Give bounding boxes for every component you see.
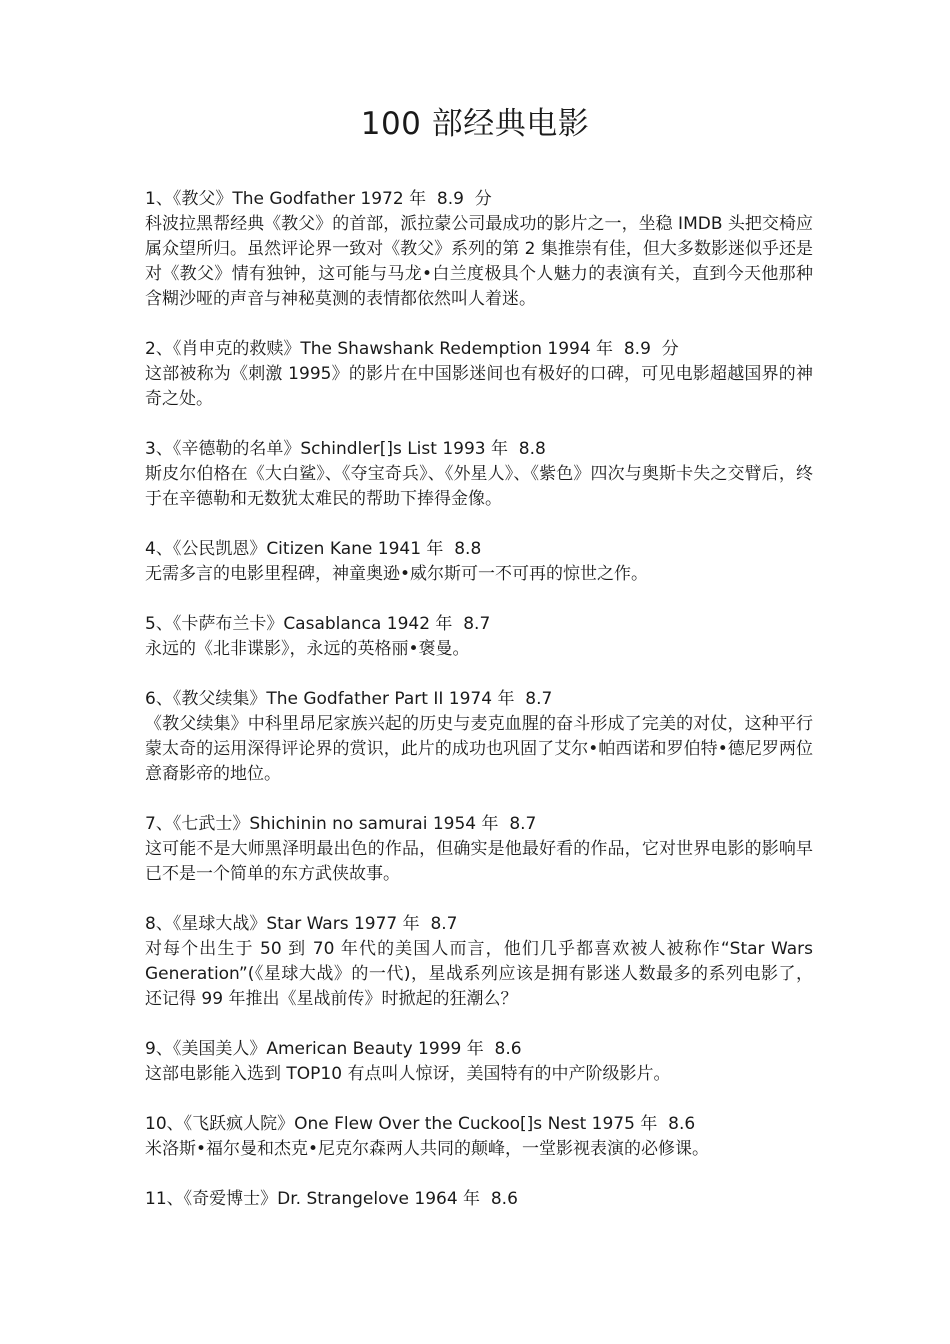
movie-heading: 10、《飞跃疯人院》One Flew Over the Cuckoo[]s Nest 1975 年 8.6 (145, 1114, 696, 1134)
movie-heading: 7、《七武士》Shichinin no samurai 1954 年 8.7 (145, 814, 537, 834)
list-item (145, 612, 813, 662)
movie-description: 这部被称为《刺激 1995》的影片在中国影迷间也有极好的口碑，可见电影超越国界的神奇之处。 (145, 364, 813, 409)
movie-description: 科波拉黑帮经典《教父》的首部，派拉蒙公司最成功的影片之一，坐稳 IMDB 头把交椅应属众望所归。虽然评论界一致对《教父》系列的第 2 集推崇有佳，但大多数影迷似乎还是对《教父》情有独钟，这可能与马龙•白兰度极具个人魅力的表演有关，直到今天他那种含糊沙哑的声音与神秘莫测的表情都依然叫人着迷。 (145, 214, 813, 309)
movie-description: 无需多言的电影里程碑，神童奥逊•威尔斯可一不可再的惊世之作。 (145, 564, 649, 584)
movie-description: 这可能不是大师黑泽明最出色的作品，但确实是他最好看的作品，它对世界电影的影响早已不是一个简单的东方武侠故事。 (145, 839, 813, 884)
movie-heading: 6、《教父续集》The Godfather Part II 1974 年 8.7 (145, 689, 553, 709)
list-item (145, 687, 813, 787)
movie-heading: 2、《肖申克的救赎》The Shawshank Redemption 1994 年 8.9 分 (145, 339, 679, 359)
movie-heading: 3、《辛德勒的名单》Schindler[]s List 1993 年 8.8 (145, 439, 546, 459)
list-item (145, 187, 813, 312)
movie-description: 永远的《北非谍影》，永远的英格丽•褒曼。 (145, 639, 470, 659)
movie-heading: 5、《卡萨布兰卡》Casablanca 1942 年 8.7 (145, 614, 491, 634)
list-item (145, 1037, 813, 1087)
movie-description: 斯皮尔伯格在《大白鲨》、《夺宝奇兵》、《外星人》、《紫色》四次与奥斯卡失之交臂后，终于在辛德勒和无数犹太难民的帮助下捧得金像。 (145, 464, 813, 509)
movie-heading: 1、《教父》The Godfather 1972 年 8.9 分 (145, 189, 492, 209)
movie-heading: 8、《星球大战》Star Wars 1977 年 8.7 (145, 914, 458, 934)
movie-description: 米洛斯•福尔曼和杰克•尼克尔森两人共同的颠峰，一堂影视表演的必修课。 (145, 1139, 710, 1159)
list-item (145, 812, 813, 887)
list-item (145, 337, 813, 412)
movie-heading: 9、《美国美人》American Beauty 1999 年 8.6 (145, 1039, 522, 1059)
movie-list (145, 187, 819, 1237)
list-item (145, 537, 813, 587)
movie-heading: 4、《公民凯恩》Citizen Kane 1941 年 8.8 (145, 539, 482, 559)
list-item (145, 912, 819, 1012)
movie-description: 这部电影能入选到 TOP10 有点叫人惊讶，美国特有的中产阶级影片。 (145, 1064, 671, 1084)
movie-heading: 11、《奇爱博士》Dr. Strangelove 1964 年 8.6 (145, 1189, 518, 1209)
page-title: 100 部经典电影 (360, 106, 590, 142)
list-item (145, 1112, 813, 1162)
list-item (145, 437, 813, 512)
list-item (145, 1187, 813, 1212)
movie-description: 《教父续集》中科里昂尼家族兴起的历史与麦克血腥的奋斗形成了完美的对仗，这种平行蒙太奇的运用深得评论界的赏识，此片的成功也巩固了艾尔•帕西诺和罗伯特•德尼罗两位意裔影帝的地位。 (145, 714, 813, 784)
movie-description: 对每个出生于 50 到 70 年代的美国人而言，他们几乎都喜欢被人被称作“Star Wars Generation”(《星球大战》的一代)，星战系列应该是拥有影迷人数最多的系列电影了，还记得 99 年推出《星战前传》时掀起的狂潮么？ (145, 939, 819, 1009)
